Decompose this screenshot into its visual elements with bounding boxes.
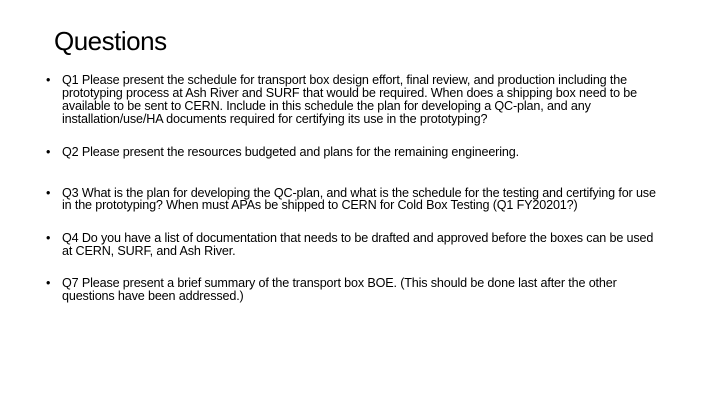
question-item-q4 bbox=[46, 232, 666, 258]
slide-title: Questions bbox=[54, 26, 167, 56]
question-item-q2 bbox=[46, 146, 666, 159]
question-text-q1: Q1 Please present the schedule for transport box design effort, final review, and production including the prototyping process at Ash River and SURF that would be required. When does a shipping box need to be available to be sent to CERN. Include in this schedule the plan for developing a QC-plan, and any installation/use/HA documents required for certifying its use in the prototyping? bbox=[62, 73, 638, 126]
bullet-icon: • bbox=[46, 144, 51, 159]
question-item-q7 bbox=[46, 277, 666, 303]
bullet-icon: • bbox=[46, 231, 51, 246]
bullet-icon: • bbox=[46, 73, 51, 87]
question-list bbox=[46, 74, 666, 303]
question-text-q7: Q7 Please present a brief summary of the transport box BOE. (This should be done last after the other questions have been addressed.) bbox=[62, 276, 617, 304]
question-text-q3: Q3 What is the plan for developing the QC-plan, and what is the schedule for the testing and certifying for use in the prototyping? When must APAs be shipped to CERN for Cold Box Testing (Q1 FY20201?) bbox=[62, 185, 656, 213]
question-item-q1 bbox=[46, 74, 666, 126]
bullet-icon: • bbox=[46, 276, 51, 291]
question-text-q2: Q2 Please present the resources budgeted and plans for the remaining engineering. bbox=[62, 144, 519, 159]
bullet-icon: • bbox=[46, 185, 51, 200]
question-item-q3 bbox=[46, 187, 666, 213]
question-text-q4: Q4 Do you have a list of documentation that needs to be drafted and approved before the boxes can be used at CERN, SURF, and Ash River. bbox=[62, 231, 654, 259]
